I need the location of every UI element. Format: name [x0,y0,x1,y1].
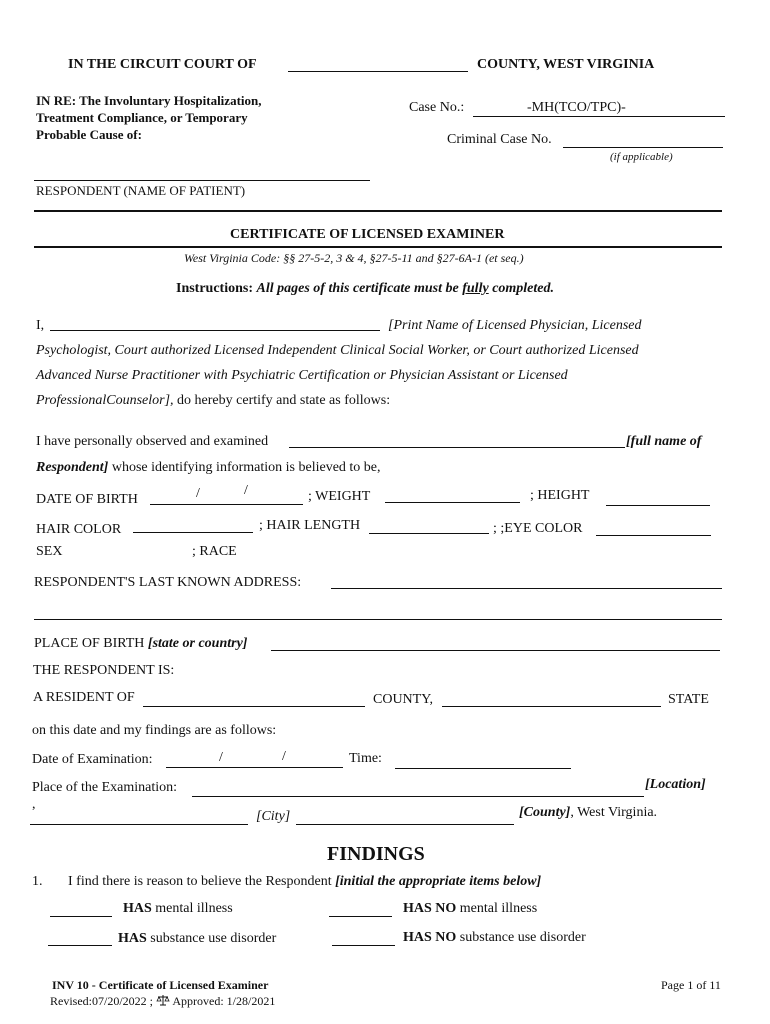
examiner-name-field[interactable] [50,330,380,331]
instructions-text: All pages of this certificate must be [256,281,459,296]
race-label: ; RACE [192,544,237,559]
identifying-text: whose identifying information is believed to be, [111,460,381,475]
has-label-1: HAS [123,901,152,916]
instructions [176,281,554,297]
respondent-name-field[interactable] [34,180,370,181]
dob-slash-2: / [244,483,248,498]
has-no-substance-initial[interactable] [332,945,395,946]
hair-color-field[interactable] [133,532,253,533]
birthplace-label: PLACE OF BIRTH [34,636,145,651]
scales-icon [156,994,170,1010]
case-no-label: Case No.: [409,100,465,115]
has-no-mental-illness-initial[interactable] [329,916,392,917]
observed-label: I have personally observed and examined [36,434,269,449]
birthplace-row [34,636,247,652]
court-prefix: IN THE CIRCUIT COURT OF [68,57,257,72]
in-re-line-1: IN RE: The Involuntary Hospitalization, [36,93,262,108]
dob-slash-1: / [196,486,200,501]
birthplace-hint: [state or country] [147,636,248,651]
rule-top [34,210,722,212]
criminal-case-field[interactable] [563,147,723,148]
county-field[interactable] [288,71,468,72]
height-field[interactable] [606,505,710,506]
substance-1: substance use disorder [150,931,277,946]
examiner-type-2: Psychologist, Court authorized Licensed Independent Clinical Social Worker, or Court authorized Licensed [36,343,639,358]
address-label: RESPONDENT'S LAST KNOWN ADDRESS: [34,575,302,590]
findings-heading: FINDINGS [327,843,425,865]
resident-state-field[interactable] [442,706,661,707]
has-no-label-1: HAS NO [403,901,457,916]
case-no-field[interactable] [473,116,725,117]
dob-field[interactable] [150,504,303,505]
respondent-label: RESPONDENT (NAME OF PATIENT) [36,183,246,198]
if-applicable-note: (if applicable) [610,151,673,163]
has-mental-illness-initial[interactable] [50,916,112,917]
finding-1-hint: [initial the appropriate items below] [335,874,542,889]
respondent-is: THE RESPONDENT IS: [33,663,175,678]
page-number: Page 1 of 11 [661,978,721,992]
certificate-title: CERTIFICATE OF LICENSED EXAMINER [230,227,505,242]
in-re-line-3: Probable Cause of: [36,127,142,142]
weight-field[interactable] [385,502,520,503]
hair-color-label: HAIR COLOR [36,522,122,537]
has-no-label-2: HAS NO [403,930,457,945]
revision-row [50,994,275,1010]
examiner-type-3: Advanced Nurse Practitioner with Psychiatric Certification or Physician Assistant or Licensed [36,368,568,383]
in-re-line-2: Treatment Compliance, or Temporary [36,110,248,125]
has-no-mental-illness [403,901,537,917]
city-field[interactable] [30,824,248,825]
exam-slash-2: / [282,749,286,764]
finding-1-text [68,874,541,890]
eye-color-label: ; ;EYE COLOR [493,521,583,536]
criminal-case-label: Criminal Case No. [447,132,552,147]
respondent-full-name-field[interactable] [289,447,625,448]
has-label-2: HAS [118,931,147,946]
hair-length-label: ; HAIR LENGTH [259,518,361,533]
has-substance-initial[interactable] [48,945,112,946]
instructions-fully: fully [462,281,489,296]
full-name-line-2 [36,460,381,476]
exam-date-label: Date of Examination: [32,752,153,767]
address-field-2[interactable] [34,619,722,620]
findings-intro: on this date and my findings are as follows: [32,723,277,738]
exam-county-field[interactable] [296,824,514,825]
examiner-type-4 [36,393,390,409]
sex-label: SEX [36,544,63,559]
resident-county-field[interactable] [143,706,365,707]
resident-of-label: A RESIDENT OF [33,690,135,705]
has-no-substance [403,930,586,946]
instructions-label: Instructions: [176,281,254,296]
state-label: STATE [668,692,709,707]
rule-title [34,246,722,248]
revised-date: Revised:07/20/2022 ; [50,994,153,1008]
substance-2: substance use disorder [459,930,586,945]
exam-place-label: Place of the Examination: [32,780,178,795]
mental-illness-2: mental illness [459,901,538,916]
weight-label: ; WEIGHT [308,489,371,504]
instructions-end: completed. [492,281,554,296]
birthplace-field[interactable] [271,650,720,651]
finding-1-main: I find there is reason to believe the Respondent [68,874,332,889]
full-name-hint-a: [full name of [626,434,702,449]
wv-code: West Virginia Code: §§ 27-5-2, 3 & 4, §27-5-11 and §27-6A-1 (et seq.) [184,251,524,265]
exam-slash-1: / [219,750,223,765]
exam-place-field[interactable] [192,796,644,797]
mental-illness-1: mental illness [155,901,233,916]
full-name-hint-b: Respondent] [36,460,109,475]
county-wv-row [519,805,657,821]
comma: , [32,797,36,812]
time-field[interactable] [395,768,571,769]
has-mental-illness [123,901,233,917]
examiner-type-1: [Print Name of Licensed Physician, Licensed [388,318,642,333]
wv-suffix: , West Virginia. [570,805,658,820]
time-label: Time: [349,751,382,766]
exam-date-field[interactable] [166,767,343,768]
has-substance [118,931,276,947]
approved-date: Approved: 1/28/2021 [172,994,276,1008]
height-label: ; HEIGHT [530,488,590,503]
city-hint: [City] [256,809,291,824]
form-name: INV 10 - Certificate of Licensed Examiner [52,978,269,992]
i-label: I, [36,318,45,333]
examiner-type-4-italic: ProfessionalCounselor], [36,393,174,408]
hair-length-field[interactable] [369,533,489,534]
dob-label: DATE OF BIRTH [36,492,138,507]
case-no-value: -MH(TCO/TPC)- [527,100,626,115]
court-suffix: COUNTY, WEST VIRGINIA [477,57,655,72]
location-hint: [Location] [645,777,706,792]
address-field[interactable] [331,588,722,589]
certify-statement: do hereby certify and state as follows: [177,393,391,408]
finding-number: 1. [32,874,43,889]
county-hint: [County] [519,805,571,820]
county-label: COUNTY, [373,692,434,707]
eye-color-field[interactable] [596,535,711,536]
